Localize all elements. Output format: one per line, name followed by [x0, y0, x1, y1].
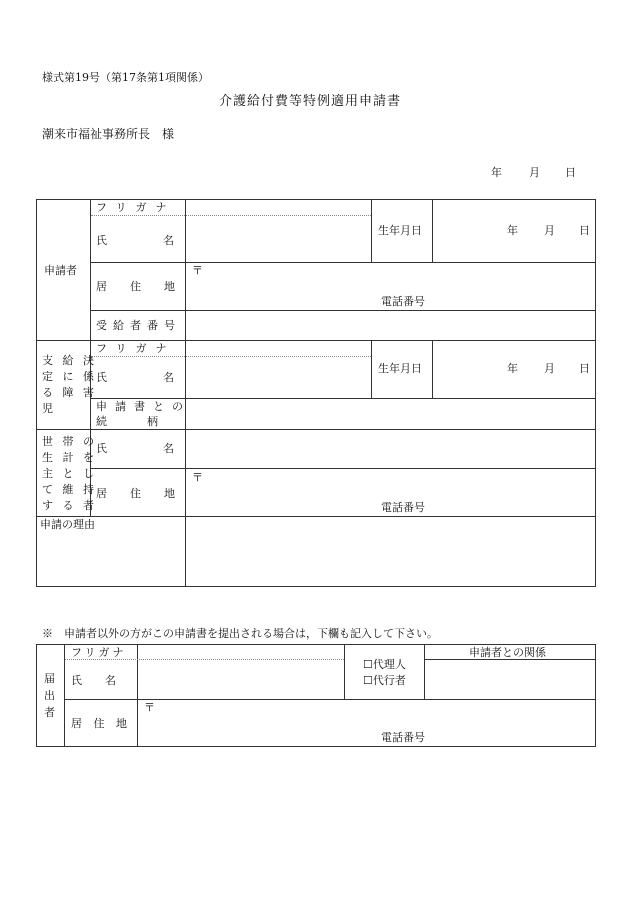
submitter-address-label: [71, 718, 131, 729]
applicant-phone-label: 電話番号: [381, 295, 425, 308]
relation-line-1-text: 申請書との: [96, 400, 191, 413]
child-name-label: [96, 372, 230, 383]
applicant-address-label: [96, 281, 198, 292]
addressee: 潮来市福祉事務所長 様: [42, 127, 175, 141]
child-birth-year: 年: [507, 362, 518, 375]
applicant-birth-month: 月: [544, 224, 555, 237]
child-label-line-2: 定 に 係: [42, 370, 97, 383]
submitter-name-text: 氏 名: [71, 674, 122, 687]
household-section-label: [42, 434, 97, 514]
submitter-postal-mark: 〒: [144, 701, 155, 714]
date-year-label: 年: [491, 166, 502, 179]
page-title: 介護給付費等特例適用申請書: [219, 94, 402, 109]
child-label-line-4: 児: [42, 402, 56, 415]
applicant-name-text: 氏名: [96, 234, 230, 247]
applicant-furigana-label: フリガナ: [96, 201, 176, 214]
household-label-line-2: 生 計 を: [42, 451, 97, 464]
submitter-furigana-label: フリガナ: [71, 646, 127, 659]
reason-label: 申請の理由: [40, 518, 95, 531]
household-address-label: [96, 488, 198, 499]
child-section-label: [42, 353, 97, 417]
household-postal-mark: 〒: [192, 471, 203, 484]
child-birthdate-label: 生年月日: [378, 362, 422, 375]
child-relation-label-1: [96, 401, 191, 412]
relation-line-2-text: 続 柄: [96, 415, 164, 428]
submitter-phone-label: 電話番号: [381, 731, 425, 744]
date-month-label: 月: [529, 166, 540, 179]
applicant-address-text: 居住地: [96, 280, 198, 293]
household-label-line-4: て 維 持: [42, 483, 97, 496]
child-label-line-3: る 障 害: [42, 386, 97, 399]
applicant-name-label: [96, 234, 230, 247]
child-label-line-1: 支 給 決: [42, 354, 97, 367]
child-name-text: 氏名: [96, 371, 230, 384]
applicant-birth-day: 日: [579, 224, 590, 237]
household-phone-label: 電話番号: [381, 501, 425, 514]
date-day-label: 日: [565, 166, 576, 179]
applicant-recipient-number-label: [96, 320, 181, 331]
submitter-label-line-2: 出: [44, 689, 58, 702]
form-number: 様式第19号（第17条第1項関係）: [42, 71, 209, 84]
household-label-line-3: 主 と し: [42, 467, 97, 480]
submitter-section-label: [44, 670, 58, 721]
applicant-postal-mark: 〒: [192, 264, 203, 277]
applicant-birthdate-label: 生年月日: [378, 224, 422, 237]
submitter-label-line-1: 届: [44, 672, 58, 685]
applicant-birth-year: 年: [507, 224, 518, 237]
child-birth-day: 日: [579, 362, 590, 375]
household-name-text: 氏名: [96, 442, 230, 455]
submitter-name-label: [71, 675, 122, 686]
child-relation-label-2: [96, 416, 180, 427]
submitter-relation-header: 申請者との関係: [469, 646, 546, 659]
child-birth-month: 月: [544, 362, 555, 375]
submitter-proxy-checkbox[interactable]: ☐代理人: [363, 658, 406, 671]
submitter-agent-checkbox[interactable]: ☐代行者: [363, 674, 406, 687]
household-label-line-5: す る 者: [42, 499, 97, 512]
applicant-section-label: 申請者: [44, 264, 77, 277]
household-name-label: [96, 443, 230, 454]
submitter-address-text: 居 住 地: [71, 717, 131, 730]
submitter-label-line-3: 者: [44, 706, 58, 719]
household-address-text: 居住地: [96, 487, 198, 500]
recipient-number-text: 受給者番号: [96, 319, 181, 332]
household-label-line-1: 世 帯 の: [42, 435, 97, 448]
submitter-note: ※ 申請者以外の方がこの申請書を提出される場合は，下欄も記入して下さい。: [42, 627, 438, 640]
child-furigana-label: フリガナ: [96, 342, 176, 355]
